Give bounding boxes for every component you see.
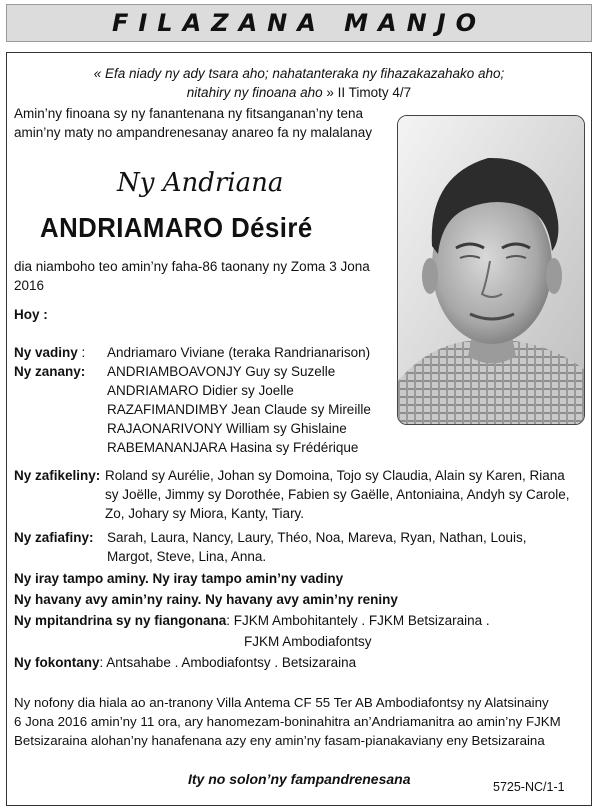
mpitandrina-label: Ny mpitandrina sy ny fiangonana <box>14 613 227 628</box>
zafikeliny-line: Roland sy Aurélie, Johan sy Domoina, Tojo sy Claudia, Alain sy Karen, Riana <box>105 468 565 483</box>
mpitandrina-value-2: FJKM Ambodiafontsy <box>244 634 372 649</box>
deceased-name: ANDRIAMARO Désiré <box>40 212 313 243</box>
zanany-item: ANDRIAMBOAVONJY Guy sy Suzelle <box>107 364 336 379</box>
portrait-photo <box>397 115 585 425</box>
fokontany-value: : Antsahabe . Ambodiafontsy . Betsizaraina <box>99 655 357 670</box>
honorific-title: Ny Andriana <box>117 168 284 198</box>
vadiny-colon: : <box>77 345 86 360</box>
mpitandrina-value: : FJKM Ambohitantely . FJKM Betsizaraina . <box>226 613 490 628</box>
death-line-2: 2016 <box>14 278 45 293</box>
quote-line-2 <box>0 83 598 102</box>
notice-header <box>6 4 592 42</box>
zanany-item: RAZAFIMANDIMBY Jean Claude sy Mireille <box>107 402 371 417</box>
fokontany-label: Ny fokontany <box>14 655 100 670</box>
zafikeliny-label: Ny zafikeliny: <box>14 468 101 483</box>
zafiafiny-line: Sarah, Laura, Nancy, Laury, Théo, Noa, Mareva, Ryan, Nathan, Louis, <box>107 530 527 545</box>
zafiafiny-label: Ny zafiafiny: <box>14 530 94 545</box>
funeral-line-2: 6 Jona 2016 amin’ny 11 ora, ary hanomezam-boninahitra an’Andriamanitra ao amin’ny FJKM <box>14 714 561 729</box>
zanany-item: RABEMANANJARA Hasina sy Frédérique <box>107 440 359 455</box>
death-line-1: dia niamboho teo amin’ny faha-86 taonany ny Zoma 3 Jona <box>14 259 370 274</box>
zanany-item: ANDRIAMARO Didier sy Joelle <box>107 383 294 398</box>
tampo-line: Ny iray tampo aminy. Ny iray tampo amin’ny vadiny <box>14 571 344 586</box>
havany-line: Ny havany avy amin’ny rainy. Ny havany avy amin’ny reniny <box>14 592 398 607</box>
fokontany-row <box>14 653 356 672</box>
zafikeliny-line: Zo, Johary sy Miora, Kanty, Tiary. <box>105 506 305 521</box>
hoy-label: Hoy : <box>14 307 48 322</box>
funeral-line-1: Ny nofony dia hiala ao an-tranony Villa Antema CF 55 Ter AB Ambodiafontsy ny Alatsinainy <box>14 695 549 710</box>
signature-line: Ity no solon’ny fampandrenesana <box>188 771 411 787</box>
quote-line-1: « Efa niady ny ady tsara aho; nahatanteraka ny fihazakazahako aho; <box>93 66 505 81</box>
zanany-label: Ny zanany: <box>14 364 86 379</box>
quote-line-2-text: nitahiry ny finoana aho <box>186 85 323 100</box>
notice-title: FILAZANA MANJO <box>111 9 487 37</box>
reference-code: 5725-NC/1-1 <box>493 780 565 794</box>
zafikeliny-line: sy Joëlle, Jimmy sy Dorothée, Fabien sy Gaëlle, Antoniaina, Andyh sy Carole, <box>105 487 570 502</box>
vadiny-value: Andriamaro Viviane (teraka Randrianarison) <box>107 345 371 360</box>
portrait-illustration <box>398 116 585 425</box>
funeral-line-3: Betsizaraina alohan’ny hanafenana azy eny amin’ny fasam-pianakaviany eny Betsizaraina <box>14 733 545 748</box>
vadiny-label: Ny vadiny <box>14 345 78 360</box>
vadiny-row <box>14 343 85 362</box>
zafiafiny-line: Margot, Steve, Lina, Anna. <box>107 549 267 564</box>
mpitandrina-row <box>14 611 490 630</box>
intro-line-2: amin’ny maty no ampandrenesanay anareo fa ny malalanay <box>14 125 372 140</box>
zanany-item: RAJAONARIVONY William sy Ghislaine <box>107 421 347 436</box>
quote-reference: » II Timoty 4/7 <box>322 85 412 100</box>
intro-line-1: Amin’ny finoana sy ny fanantenana ny fitsanganan’ny tena <box>14 106 363 121</box>
